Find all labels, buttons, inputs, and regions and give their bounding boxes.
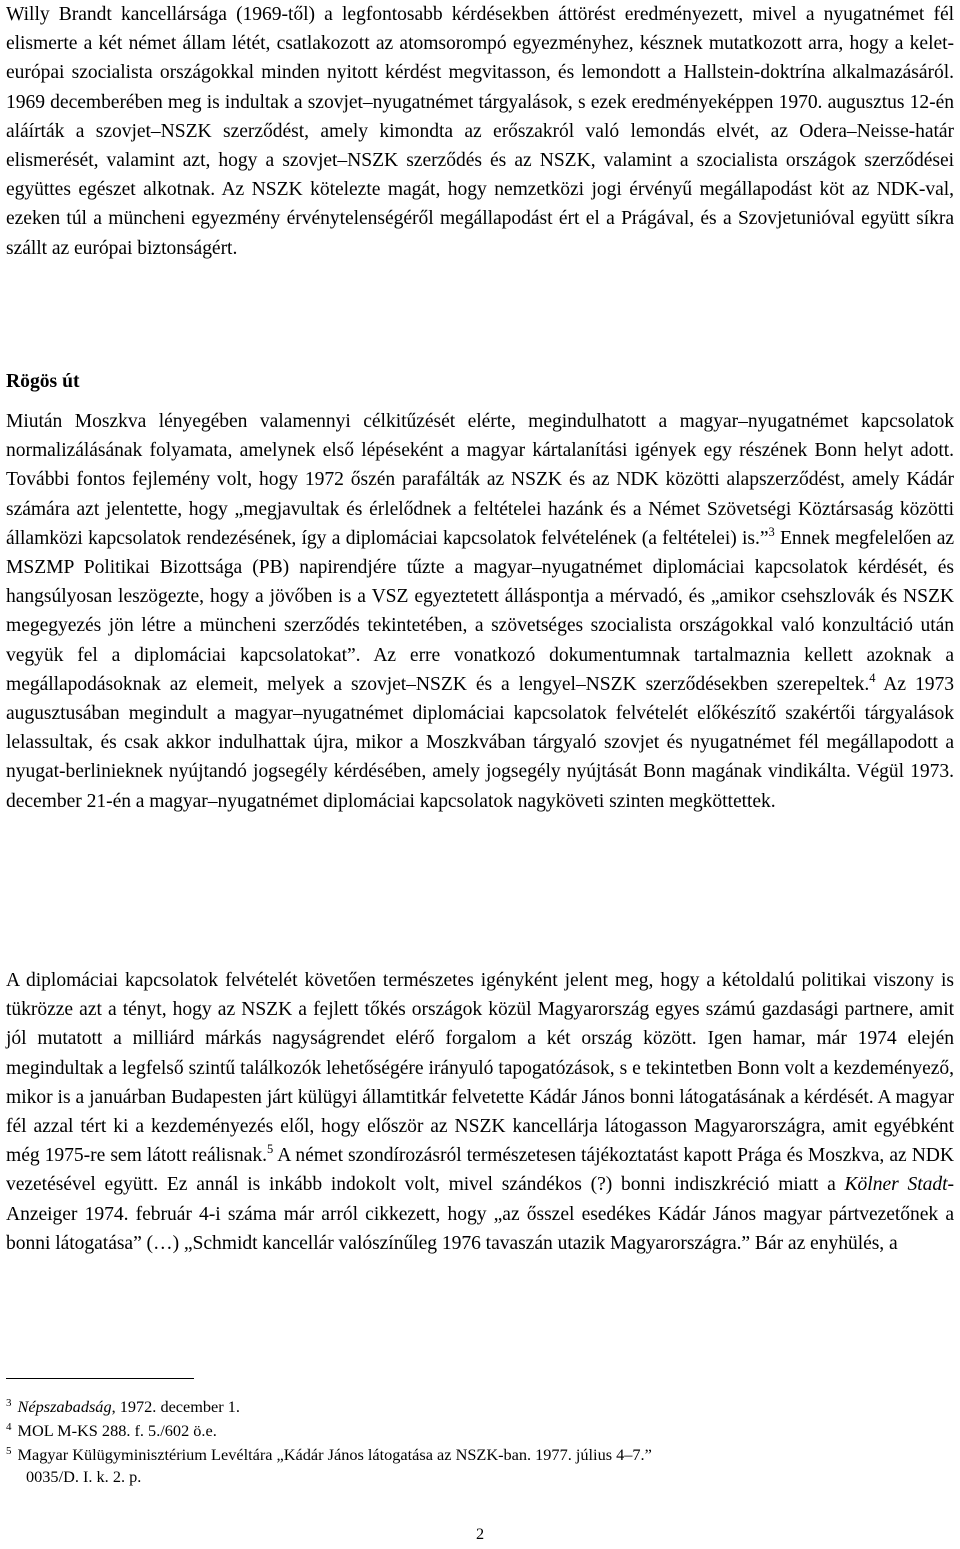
newspaper-title: Kölner Stadt xyxy=(844,1174,948,1196)
paragraph-text: Az 1973 augusztusában megindult a magyar–nyugatnémet diplomáciai kapcsolatok felvételét előkészítő szakértői tárgyalások lelassultak, és csak akkor indulhattak újra, mikor a Moszkvában tárgyaló szovjet és nyugatnémet fél megállapodott a nyugat-berlinieknek nyújtandó jogsegély kérdésében, amely jogsegély nyújtását Bonn magának vindikálta. Végül 1973. december 21-én a magyar–nyugatnémet diplomáciai kapcsolatok nagyköveti szinten megköttettek. xyxy=(6,673,954,812)
paragraph-text: Miután Moszkva lényegében valamennyi célkitűzését elérte, megindulhatott a magyar–nyugatnémet kapcsolatok normalizálásának folyamata, amelynek első lépéseként a magyar kártalanítási igények egy részének Bonn helyt adott. További fontos fejlemény volt, hogy 1972 őszén parafálták az NSZK és az NDK közötti alapszerződést, amely Kádár számára azt jelentette, hogy „megjavultak és érlelődnek a feltételei hazánk és a Német Szövetségi Köztársaság közötti államközi kapcsolatok rendezésének, így a diplomáciai kapcsolatok felvételének (a feltételei) is.” xyxy=(6,411,954,549)
footnote-ref-5[interactable]: 5 xyxy=(267,1142,274,1157)
footnote-continuation: 0035/D. I. k. 2. p. xyxy=(26,1467,142,1486)
paragraph-text: A diplomáciai kapcsolatok felvételét követően természetes igényként jelent meg, hogy a kétoldalú politikai viszony is tükrözze azt a tényt, hogy az NSZK a fejlett tőkés országok közül Magyarország egyes számú gazdasági partnere, amit jól mutatott a milliárd márkás nagyságrendet elérő forgalom a két ország között. Igen hamar, már 1974 elején megindultak a legfelső szintű találkozók lehetőségére irányuló tapogatózások, s e tekintetben Bonn volt a kezdeményező, mikor is a januárban Budapesten járt külügyi államtitkár felvetette Kádár János bonni látogatásának a kérdését. A magyar fél azzal tért ki a kezdeményezés elől, hogy először az NSZK kancellárja látogasson Magyarországra, amit egyébként még 1975-re sem látott reálisnak. xyxy=(6,970,954,1167)
footnote-ref-4[interactable]: 4 xyxy=(869,670,876,685)
footnote-5 xyxy=(6,1440,954,1488)
paragraph-text: Ennek megfelelően az MSZMP Politikai Bizottsága (PB) napirendjére tűzte a magyar–nyugatnémet diplomáciai kapcsolatok kérdését, és hangsúlyosan leszögezte, hogy a jövőben is a VSZ egyeztetett álláspontja a mérvadó, és „amikor csehszlovák és NSZK megegyezés jön létre a müncheni szerződés tekintetében, a szövetséges szocialista országokkal való konzultáció után vegyük fel a diplomáciai kapcsolatokat”. Az erre vonatkozó dokumentumnak tartalmaznia kellett azoknak a megállapodásoknak az elemeit, melyek a szovjet–NSZK és a lengyel–NSZK szerződésekben szerepeltek. xyxy=(6,527,954,695)
footnote-ref-3[interactable]: 3 xyxy=(768,524,775,539)
footnote-number: 4 xyxy=(6,1421,12,1433)
paragraph-text: A német szondírozásról természetesen tájékoztatást kapott Prága és Moszkva, az NDK vezetésével együtt. Ez annál is inkább indokolt volt, mivel szándékos (?) bonni indiszkréció miatt a xyxy=(6,1145,954,1196)
footnote-text: MOL M-KS 288. f. 5./602 ö.e. xyxy=(17,1421,217,1440)
paragraph-brandt: Willy Brandt kancellársága (1969-től) a legfontosabb kérdésekben áttörést eredményezett, mivel a nyugatnémet fél elismerte a két német állam létét, csatlakozott az atomsorompó egyezményhez, késznek mutatkozott arra, hogy a kelet-európai szocialista országokkal minden nyitott kérdést megvitasson, és lemondott a Hallstein-doktrína alkalmazásáról. 1969 decemberében meg is indultak a szovjet–nyugatnémet tárgyalások, s ezek eredményeképpen 1970. augusztus 12-én aláírták a szovjet–NSZK szerződést, amely kimondta az erőszakról való lemondás elvét, az Odera–Neisse-határ elismerését, valamint azt, hogy a szovjet–NSZK szerződés és az NSZK, valamint a szocialista országok szerződései együttes egészet alkotnak. Az NSZK kötelezte magát, hogy nemzetközi jogi érvényű megállapodást köt az NDK-val, ezeken túl a müncheni egyezmény érvénytelenségéről megállapodást ért el a Prágával, és a Szovjetunióval együtt síkra szállt az európai biztonságért. xyxy=(6,4,954,259)
footnote-text: Magyar Külügyminisztérium Levéltára „Kádár János látogatása az NSZK-ban. 1977. július 4–7.” xyxy=(17,1445,652,1464)
footnote-text: , 1972. december 1. xyxy=(111,1397,240,1416)
footnote-italic: Népszabadság xyxy=(17,1397,112,1416)
paragraph-diplomacy xyxy=(6,966,954,1258)
page-number: 2 xyxy=(476,1524,485,1543)
footnote-number: 5 xyxy=(6,1445,12,1457)
document-page xyxy=(6,0,954,1549)
section-heading: Rögös út xyxy=(6,371,80,392)
footnote-separator xyxy=(6,1378,194,1379)
paragraph-text: -Anzeiger 1974. február 4-i száma már arról cikkezett, hogy „az ősszel esedékes Kádár János magyar pártvezetőnek a bonni látogatása” (…) „Schmidt kancellár valószínűleg 1976 tavaszán utazik Magyarországra.” Bár az enyhülés, a xyxy=(6,1174,954,1254)
footnote-4 xyxy=(6,1416,954,1442)
paragraph-rogos-ut xyxy=(6,407,954,816)
footnote-number: 3 xyxy=(6,1397,12,1409)
footnote-3 xyxy=(6,1392,954,1418)
